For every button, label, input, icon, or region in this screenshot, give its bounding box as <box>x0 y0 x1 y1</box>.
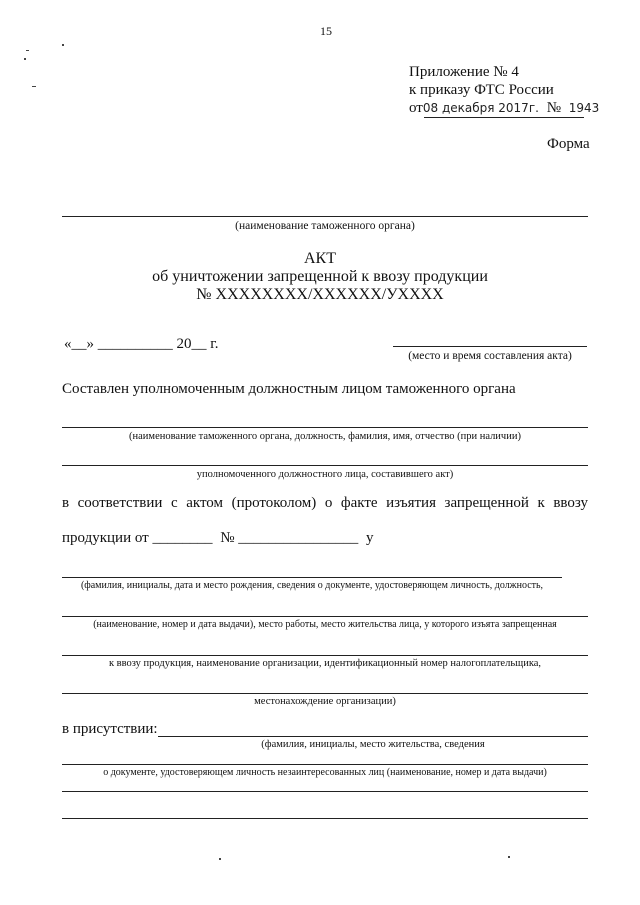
scan-speck <box>62 44 64 46</box>
scan-speck <box>32 86 36 87</box>
appendix-date-row <box>409 100 599 117</box>
presence-caption-1: (фамилия, инициалы, место жительства, сведения <box>261 739 485 750</box>
composed-by-text: Составлен уполномоченным должностным лицом таможенного органа <box>62 381 516 397</box>
scan-speck <box>219 858 221 860</box>
presence-line-1 <box>158 736 588 737</box>
order-date-handwritten: 08 декабря 2017г. <box>422 101 539 115</box>
act-subtitle: об уничтожении запрещенной к ввозу продукции <box>152 268 488 285</box>
presence-caption-2: о документе, удостоверяющем личность незаинтересованных лиц (наименование, номер и дата выдачи) <box>103 767 547 778</box>
order-number-handwritten: 1943 <box>568 101 600 115</box>
act-number: № XXXXXXXX/XXXXXX/УXXXX <box>196 286 444 303</box>
presence-line-2 <box>62 764 588 765</box>
person-line-3 <box>62 655 588 656</box>
blank-line-1 <box>62 791 588 792</box>
appendix-order: к приказу ФТС России <box>409 82 554 98</box>
page-number: 15 <box>320 24 332 38</box>
products-from-row <box>62 530 374 547</box>
presence-label: в присутствии: <box>62 721 158 737</box>
official-caption-1: (наименование таможенного органа, должность, фамилия, имя, отчество (при наличии) <box>129 431 521 442</box>
person-line-1 <box>62 577 562 578</box>
day-field: «__» <box>64 336 94 352</box>
person-line-4 <box>62 693 588 694</box>
products-from-lead: продукции от <box>62 530 149 546</box>
customs-body-caption: (наименование таможенного органа) <box>235 220 415 232</box>
protocol-number-field: ________________ <box>238 530 359 546</box>
act-date-row <box>64 336 218 353</box>
at-person-label: у <box>366 530 374 546</box>
protocol-number-sign: № <box>220 530 235 546</box>
place-caption: (место и время составления акта) <box>408 350 572 362</box>
person-caption-4: местонахождение организации) <box>254 696 396 707</box>
accordance-text: в соответствии с актом (протоколом) о факте изъятия запрещенной к ввозу <box>62 495 588 511</box>
place-line <box>393 346 587 347</box>
act-title: АКТ <box>304 250 336 267</box>
protocol-date-field: ________ <box>152 530 213 546</box>
form-label: Форма <box>547 136 590 152</box>
person-caption-3: к ввозу продукция, наименование организации, идентификационный номер налогоплательщика, <box>108 658 542 669</box>
person-caption-1: (фамилия, инициалы, дата и место рождения, сведения о документе, удостоверяющем личность, должность, <box>80 580 544 591</box>
number-prefix: № <box>546 100 561 116</box>
person-line-2 <box>62 616 588 617</box>
year-field: 20__ г. <box>176 336 219 352</box>
order-date-underline <box>424 117 584 118</box>
date-prefix: от <box>409 100 423 116</box>
person-caption-2: (наименование, номер и дата выдачи), место работы, место жительства лица, у которого изъята запрещенная <box>93 619 557 630</box>
appendix-title: Приложение № 4 <box>409 64 519 80</box>
blank-line-2 <box>62 818 588 819</box>
scan-speck <box>26 50 29 51</box>
customs-body-line <box>62 216 588 217</box>
month-field: __________ <box>97 336 173 352</box>
official-caption-2: уполномоченного должностного лица, составившего акт) <box>196 469 454 480</box>
scan-speck <box>508 856 510 858</box>
scan-speck <box>24 58 26 60</box>
official-line-1 <box>62 427 588 428</box>
official-line-2 <box>62 465 588 466</box>
